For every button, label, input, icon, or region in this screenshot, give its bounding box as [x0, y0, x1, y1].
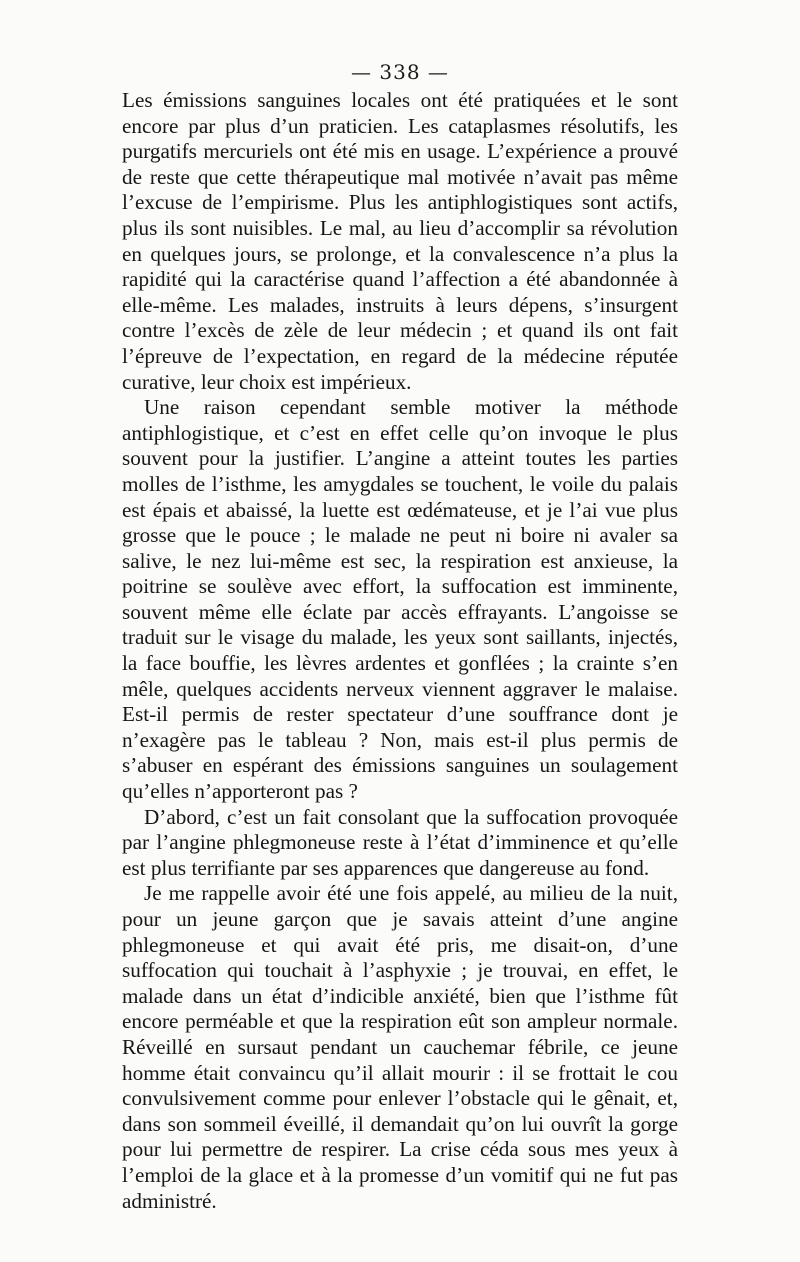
- paragraph-1: Les émissions sanguines locales ont été pratiquées et le sont encore par plus d’un praticien. Les cataplasmes résolutifs, les purgatifs mercuriels ont été mis en usage. L’expérience a prouvé de reste que cette thérapeutique mal motivée n’avait pas même l’excuse de l’empirisme. Plus les antiphlogistiques sont actifs, plus ils sont nuisibles. Le mal, au lieu d’accomplir sa révolution en quelques jours, se prolonge, et la convalescence n’a plus la rapidité qui la caractérise quand l’affection a été abandonnée à elle-même. Les malades, instruits à leurs dépens, s’insurgent contre l’excès de zèle de leur médecin ; et quand ils ont fait l’épreuve de l’expectation, en regard de la médecine réputée curative, leur choix est impérieux.: [122, 88, 678, 394]
- body-text: [122, 88, 678, 1214]
- paragraph-2: Une raison cependant semble motiver la méthode antiphlogistique, et c’est en effet celle qu’on invoque le plus souvent pour la justifier. L’angine a atteint toutes les parties molles de l’isthme, les amygdales se touchent, le voile du palais est épais et abaissé, la luette est œdémateuse, et je l’ai vue plus grosse que le pouce ; le malade ne peut ni boire ni avaler sa salive, le nez lui-même est sec, la respiration est anxieuse, la poitrine se soulève avec effort, la suffocation est imminente, souvent même elle éclate par accès effrayants. L’angoisse se traduit sur le visage du malade, les yeux sont saillants, injectés, la face bouffie, les lèvres ardentes et gonflées ; la crainte s’en mêle, quelques accidents nerveux viennent aggraver le malaise. Est-il permis de rester spectateur d’une souffrance dont je n’exagère pas le tableau ? Non, mais est-il plus permis de s’abuser en espérant des émissions sanguines un soulagement qu’elles n’apporteront pas ?: [122, 395, 678, 804]
- page-number: — 338 —: [351, 60, 449, 84]
- paragraph-3: D’abord, c’est un fait consolant que la suffocation provoquée par l’angine phlegmoneuse reste à l’état d’imminence et qu’elle est plus terrifiante par ses apparences que dangereuse au fond.: [122, 804, 678, 880]
- paragraph-4: Je me rappelle avoir été une fois appelé, au milieu de la nuit, pour un jeune garçon que je savais atteint d’une angine phlegmoneuse et qui avait été pris, me disait-on, d’une suffocation qui touchait à l’asphyxie ; je trouvai, en effet, le malade dans un état d’indicible anxiété, bien que l’isthme fût encore perméable et que la respiration eût son ampleur normale. Réveillé en sursaut pendant un cauchemar fébrile, ce jeune homme était convaincu qu’il allait mourir : il se frottait le cou convulsivement comme pour enlever l’obstacle qui le gênait, et, dans son sommeil éveillé, il demandait qu’on lui ouvrît la gorge pour lui permettre de respirer. La crise céda sous mes yeux à l’emploi de la glace et à la promesse d’un vomitif qui ne fut pas administré.: [122, 881, 678, 1213]
